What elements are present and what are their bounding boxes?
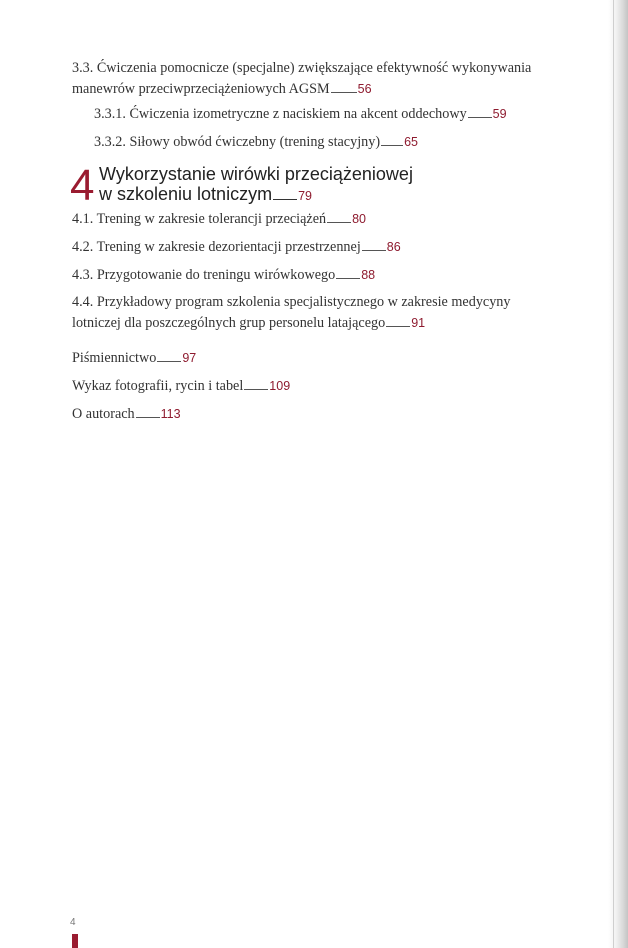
toc-entry-4-4-line2 (72, 313, 511, 334)
toc-entry-3-3-title-end: manewrów przeciwprzeciążeniowych AGSM (72, 81, 330, 97)
page-gutter-line (613, 0, 614, 948)
toc-page-number: 59 (492, 107, 507, 121)
toc-entry-4-4-title-end: lotniczej dla poszczególnych grup personelu latającego (72, 315, 386, 331)
toc-entry-title: 3.3.1. Ćwiczenia izometryczne z naciskiem na akcent oddechowy (94, 106, 467, 122)
chapter-number: 4 (70, 161, 95, 210)
leader-line (331, 92, 357, 93)
toc-page-number: 65 (404, 135, 418, 149)
toc-entry-4-4-line1: 4.4. Przykładowy program szkolenia specjalistycznego w zakresie medycyny (72, 294, 511, 310)
chapter-title-line1[interactable]: Wykorzystanie wirówki przeciążeniowej (99, 164, 413, 184)
toc-page-number: 109 (269, 379, 291, 393)
toc-entry-4-2[interactable] (72, 237, 401, 258)
leader-line (157, 361, 181, 362)
toc-entry-3-3-2[interactable] (94, 132, 418, 153)
leader-line (362, 250, 386, 251)
toc-page-number: 80 (352, 212, 366, 226)
leader-line (386, 326, 410, 327)
folio-accent-bar (72, 934, 78, 948)
toc-page-number: 88 (361, 268, 376, 282)
toc-entry-3-3-line1: 3.3. Ćwiczenia pomocnicze (specjalne) zwiększające efektywność wykonywania (72, 60, 532, 76)
toc-entry-about-authors[interactable] (72, 404, 181, 425)
toc-entry-title: 3.3.2. Siłowy obwód ćwiczebny (trening stacyjny) (94, 134, 381, 150)
toc-entry-bibliography[interactable] (72, 348, 196, 369)
toc-entry-4-3[interactable] (72, 265, 375, 286)
page-folio-number: 4 (70, 917, 76, 928)
toc-entry-title: 4.1. Trening w zakresie tolerancji przeciążeń (72, 211, 327, 227)
toc-page-number: 56 (357, 82, 372, 96)
toc-entry-title: O autorach (72, 406, 135, 422)
toc-page-number: 113 (160, 407, 181, 421)
toc-page-number: 79 (298, 189, 312, 203)
toc-entry-title: Piśmiennictwo (72, 350, 157, 366)
toc-entry-4-1[interactable] (72, 209, 366, 230)
toc-entry-3-3-line2 (72, 79, 531, 100)
toc-entry-3-3[interactable] (72, 58, 531, 100)
chapter-title-line2[interactable] (99, 184, 312, 206)
leader-line (468, 117, 492, 118)
toc-entry-4-4[interactable] (72, 292, 511, 334)
toc-page-number: 91 (411, 316, 426, 330)
toc-entry-title: Wykaz fotografii, rycin i tabel (72, 378, 244, 394)
toc-entry-3-3-1[interactable] (94, 104, 507, 125)
leader-line (327, 222, 351, 223)
toc-page-number: 97 (182, 351, 197, 365)
toc-entry-figures-list[interactable] (72, 376, 290, 397)
leader-line (136, 417, 160, 418)
toc-entry-title: 4.2. Trening w zakresie dezorientacji przestrzennej (72, 239, 361, 255)
toc-page-number: 86 (386, 240, 401, 254)
toc-entry-title: 4.3. Przygotowanie do treningu wirówkowego (72, 267, 336, 283)
chapter-title-end: w szkoleniu lotniczym (99, 184, 273, 204)
leader-line (273, 199, 297, 200)
leader-line (336, 278, 360, 279)
leader-line (244, 389, 268, 390)
page-gutter-shadow (608, 0, 628, 948)
leader-line (381, 145, 403, 146)
